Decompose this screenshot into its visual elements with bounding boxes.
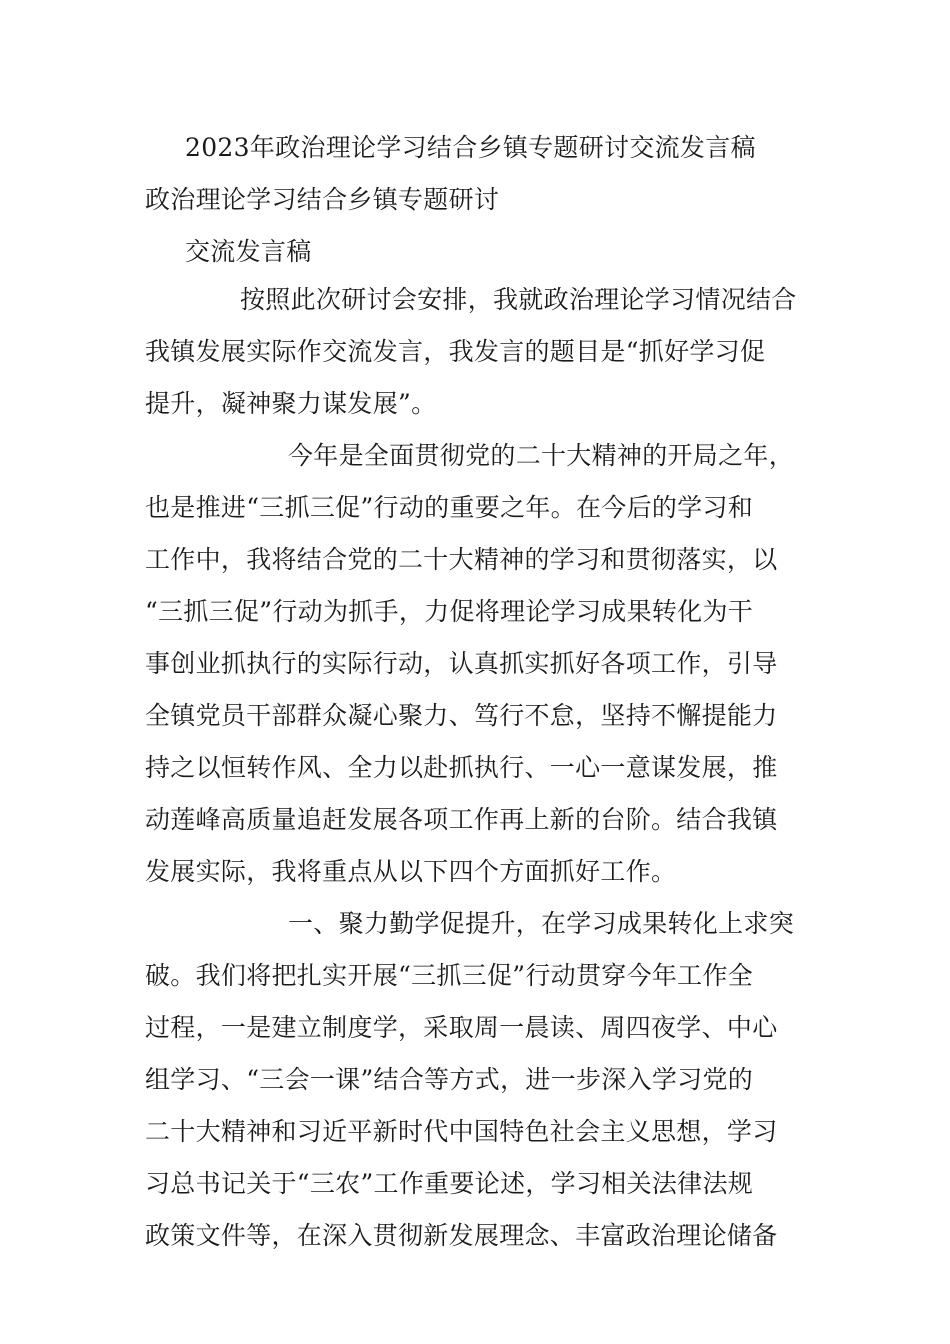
paragraph-line: 破。我们将把扎实开展“三抓三促”行动贯穿今年工作全 (145, 961, 754, 990)
paragraph-line: 二十大精神和习近平新时代中国特色社会主义思想，学习 (145, 1117, 778, 1146)
paragraph-line: 政策文件等，在深入贯彻新发展理念、丰富政治理论储备 (145, 1221, 778, 1250)
paragraph-line: 提升，凝神聚力谋发展”。 (145, 389, 437, 418)
paragraph-line: 发展实际，我将重点从以下四个方面抓好工作。 (145, 857, 677, 886)
paragraph-line: 组学习、“三会一课”结合等方式，进一步深入学习党的 (145, 1065, 754, 1094)
paragraph-line: 工作中，我将结合党的二十大精神的学习和贯彻落实，以 (145, 545, 778, 574)
paragraph-line: “三抓三促”行动为抓手，力促将理论学习成果转化为干 (145, 597, 754, 626)
paragraph-line: 过程，一是建立制度学，采取周一晨读、周四夜学、中心 (145, 1013, 778, 1042)
paragraph-line: 一、聚力勤学促提升，在学习成果转化上求突 (288, 909, 795, 938)
document-subtitle-line-1: 政治理论学习结合乡镇专题研讨 (145, 185, 500, 214)
paragraph-line: 习总书记关于“三农”工作重要论述，学习相关法律法规 (145, 1169, 754, 1198)
paragraph-line: 今年是全面贯彻党的二十大精神的开局之年， (288, 441, 795, 470)
paragraph-line: 持之以恒转作风、全力以赴抓执行、一心一意谋发展，推 (145, 753, 778, 782)
paragraph-line: 事创业抓执行的实际行动，认真抓实抓好各项工作，引导 (145, 649, 778, 678)
paragraph-line: 我镇发展实际作交流发言，我发言的题目是“抓好学习促 (145, 337, 766, 366)
document-title: 2023年政治理论学习结合乡镇专题研讨交流发言稿 (185, 133, 756, 162)
paragraph-line: 按照此次研讨会安排，我就政治理论学习情况结合 (240, 285, 797, 314)
document-subtitle-line-2: 交流发言稿 (185, 237, 312, 266)
paragraph-line: 也是推进“三抓三促”行动的重要之年。在今后的学习和 (145, 493, 754, 522)
paragraph-line: 全镇党员干部群众凝心聚力、笃行不怠，坚持不懈提能力 (145, 701, 778, 730)
paragraph-line: 动莲峰高质量追赶发展各项工作再上新的台阶。结合我镇 (145, 805, 778, 834)
